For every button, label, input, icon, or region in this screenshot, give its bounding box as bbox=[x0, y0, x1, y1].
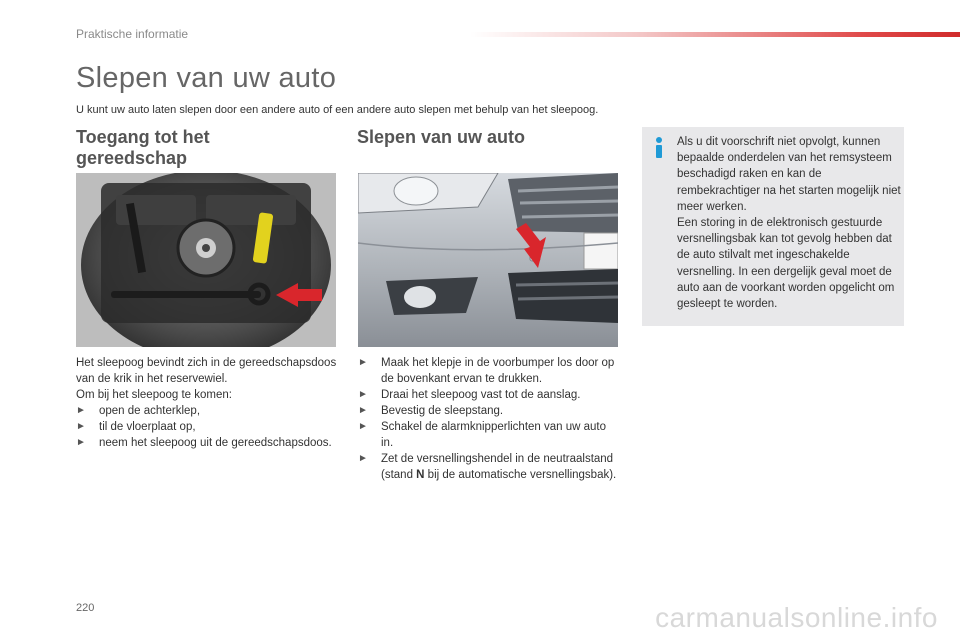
list-item: ► Zet de versnellingshendel in de neutraalstand (stand N bij de automatische versnellingsbak). bbox=[358, 453, 617, 481]
list-item: ► neem het sleepoog uit de gereedschapsdoos. bbox=[76, 437, 332, 449]
info-text bbox=[677, 134, 901, 312]
page-title: Slepen van uw auto bbox=[76, 62, 337, 94]
info-box bbox=[642, 127, 904, 326]
arrow-bullet-icon: ► bbox=[358, 405, 368, 416]
list-item: ► til de vloerplaat op, bbox=[76, 421, 196, 433]
header-accent-bar bbox=[470, 32, 960, 37]
list-item: ► Schakel de alarmknipperlichten van uw auto in. bbox=[358, 421, 607, 449]
watermark: carmanualsonline.info bbox=[655, 602, 938, 633]
toolbox-location-text: Het sleepoog bevindt zich in de gereedschapsdoos van de krik in het reservewiel. bbox=[76, 357, 337, 385]
gear-position-n: N bbox=[416, 469, 425, 481]
arrow-bullet-icon: ► bbox=[358, 453, 368, 464]
arrow-bullet-icon: ► bbox=[358, 357, 368, 368]
arrow-bullet-icon: ► bbox=[76, 405, 86, 416]
page-number: 220 bbox=[76, 602, 95, 614]
intro-text: U kunt uw auto laten slepen door een andere auto of een andere auto slepen met behulp van het sleepoog. bbox=[76, 104, 599, 116]
towing-steps-list bbox=[358, 355, 620, 483]
bumper-illustration bbox=[358, 173, 618, 347]
section-label: Praktische informatie bbox=[76, 27, 189, 41]
heading-towing: Slepen van uw auto bbox=[357, 127, 526, 147]
bumper-photo bbox=[358, 173, 618, 347]
arrow-bullet-icon: ► bbox=[76, 437, 86, 448]
warning-brakes-text: Als u dit voorschrift niet opvolgt, kunnen bepaalde onderdelen van het remsysteem beschadigd raken en kan de rembekrachtiger na het starten mogelijk niet meer werken. bbox=[677, 136, 901, 213]
arrow-bullet-icon: ► bbox=[358, 389, 368, 400]
list-item: ► Bevestig de sleepstang. bbox=[358, 405, 504, 417]
list-item: ► open de achterklep, bbox=[76, 405, 201, 417]
info-icon bbox=[652, 137, 666, 159]
middle-column-text bbox=[358, 355, 620, 483]
arrow-bullet-icon: ► bbox=[76, 421, 86, 432]
list-item: ► Draai het sleepoog vast tot de aanslag. bbox=[358, 389, 581, 401]
heading-tool-access bbox=[76, 127, 316, 169]
access-steps-list bbox=[76, 403, 341, 451]
toolbox-illustration bbox=[76, 173, 336, 347]
heading-tool-access-line1: Toegang tot het bbox=[76, 127, 210, 147]
toolbox-photo bbox=[76, 173, 336, 347]
warning-gearbox-text: Een storing in de elektronisch gestuurde versnellingsbak kan tot gevolg hebben dat de auto stilvalt met ingeschakelde versnelling. In een dergelijk geval moet de auto aan de voorkant worden opgelicht om gesleept te worden. bbox=[677, 217, 895, 311]
access-intro-text: Om bij het sleepoog te komen: bbox=[76, 389, 232, 401]
left-column-text bbox=[76, 355, 341, 451]
list-item: ► Maak het klepje in de voorbumper los door op de bovenkant ervan te drukken. bbox=[358, 357, 615, 385]
heading-tool-access-line2: gereedschap bbox=[76, 148, 188, 168]
arrow-bullet-icon: ► bbox=[358, 421, 368, 432]
